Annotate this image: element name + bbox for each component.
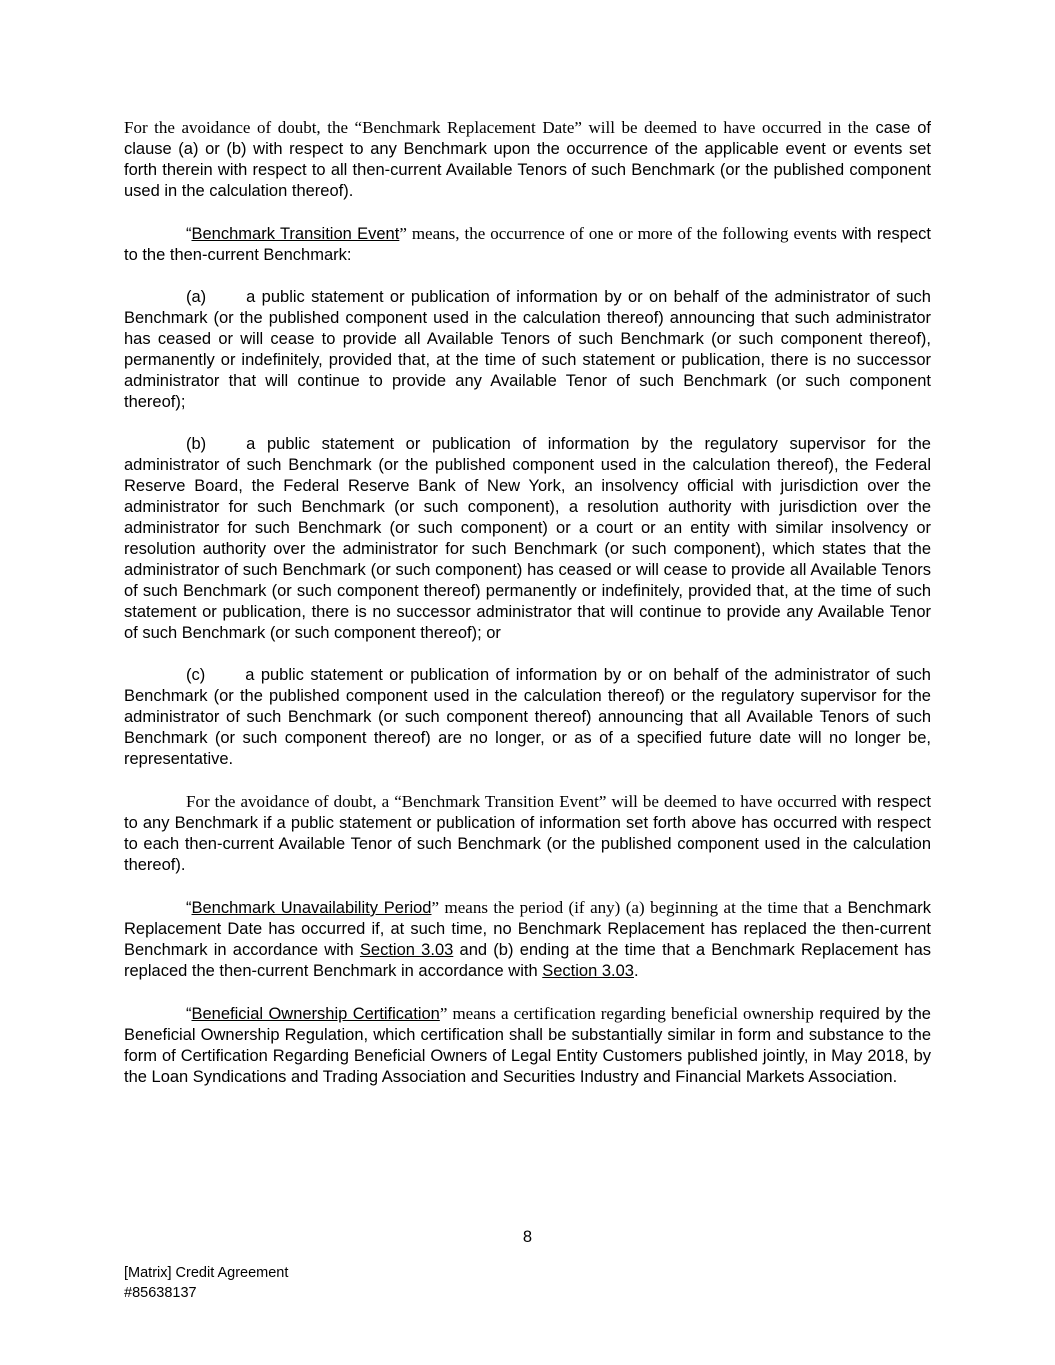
text-run: ” means the period (if any) (a) beginning at the time that a [431, 898, 842, 917]
text-run: and (b) ending at the time that a Benchmark Replacement has replaced the then-current Benchmark in accordance with [124, 941, 932, 980]
text-run: a public statement or publication of information by or on behalf of the administrator of such Benchmark (or the published component used in the calculation thereof) announcing that such administrator has ceased or will cease to provide all Available Tenors of such Benchmark (or such component thereof), permanently or indefinitely, provided that, at the time of such statement or publication, there is no successor administrator that will continue to provide any Available Tenor of such Benchmark (or such component thereof); [124, 288, 931, 411]
paragraph-benchmark-transition-event [124, 223, 931, 266]
text-run: . [633, 962, 639, 980]
text-run: ” means, the occurrence of one or more of the following events [399, 224, 837, 243]
clause-label-c: (c) [186, 666, 206, 684]
text-run: required by the Beneficial Ownership Regulation, which certification shall be substantially similar in form and substance to the form of Certification Regarding Beneficial Owners of Legal Entity Customers published jointly, in May 2018, by the Loan Syndications and Trading Association and Securities Industry and Financial Markets Association. [124, 1005, 931, 1086]
defined-term-benchmark-transition-event: Benchmark Transition Event [191, 225, 400, 243]
section-3-03-reference: Section 3.03 [359, 941, 454, 959]
paragraph-clause-c [124, 665, 931, 770]
text-run: ” means a certification regarding beneficial ownership [439, 1004, 814, 1023]
page-footer [124, 1263, 288, 1303]
page-number: 8 [522, 1228, 533, 1246]
text-run: a public statement or publication of information by the regulatory supervisor for the administrator of such Benchmark (or the published component used in the calculation thereof), the Federal Reserve Board, the Federal Reserve Bank of New York, an insolvency official with jurisdiction over the administrator for such Benchmark (or such component), a resolution authority with jurisdiction over the administrator for such Benchmark (or such component) or a court or an entity with similar insolvency or resolution authority over the administrator for such Benchmark (or such component), which states that the administrator of such Benchmark (or such component) has ceased or will cease to provide all Available Tenors of such Benchmark (or such component thereof) permanently or indefinitely, provided that, at the time of such statement or publication, there is no successor administrator that will continue to provide any Available Tenor of such Benchmark (or such component thereof); or [124, 435, 931, 642]
paragraph-clause-b [124, 434, 931, 644]
paragraph-clause-a [124, 287, 931, 413]
paragraph-beneficial-ownership-certification [124, 1003, 931, 1088]
text-run: For the avoidance of doubt, a “Benchmark Transition Event” will be deemed to have occurred [186, 792, 837, 811]
defined-term-benchmark-unavailability-period: Benchmark Unavailability Period [191, 899, 432, 917]
paragraph-benchmark-unavailability-period [124, 897, 931, 982]
text-run: “ [186, 899, 192, 917]
text-run: case of clause (a) or (b) with respect to any Benchmark upon the occurrence of the applicable event or events set forth therein with respect to all then-current Available Tenors of such Benchmark (or the published component used in the calculation thereof). [124, 119, 931, 200]
text-run: Benchmark Replacement Date has occurred if, at such time, no Benchmark Replacement has replaced the then-current Benchmark in accordance with [124, 899, 931, 959]
section-3-03-reference: Section 3.03 [542, 962, 634, 980]
text-run: with respect to the then-current Benchmark: [124, 225, 931, 264]
paragraph-avoidance-of-doubt-1 [124, 117, 931, 202]
text-run: “ [186, 1005, 192, 1023]
clause-label-a: (a) [186, 288, 207, 306]
text-run: “ [186, 225, 192, 243]
page-body [124, 117, 931, 1088]
text-run: with respect to any Benchmark if a public statement or publication of information set forth above has occurred with respect to each then-current Available Tenor of such Benchmark (or the published component used in the calculation thereof). [124, 793, 932, 874]
clause-label-b: (b) [186, 435, 207, 453]
footer-document-id: #85638137 [124, 1285, 197, 1301]
text-run: For the avoidance of doubt, the “Benchmark Replacement Date” will be deemed to have occurred in the [124, 118, 869, 137]
footer-document-title: [Matrix] Credit Agreement [124, 1265, 289, 1281]
paragraph-avoidance-of-doubt-2 [124, 791, 931, 876]
text-run: a public statement or publication of information by or on behalf of the administrator of such Benchmark (or the published component used in the calculation thereof) or the regulatory supervisor for the administrator of such Benchmark (or such component thereof) announcing that all Available Tenors of such Benchmark (or such component thereof) are no longer, or as of a specified future date will no longer be, representative. [124, 666, 931, 768]
defined-term-beneficial-ownership-certification: Beneficial Ownership Certification [191, 1005, 440, 1023]
